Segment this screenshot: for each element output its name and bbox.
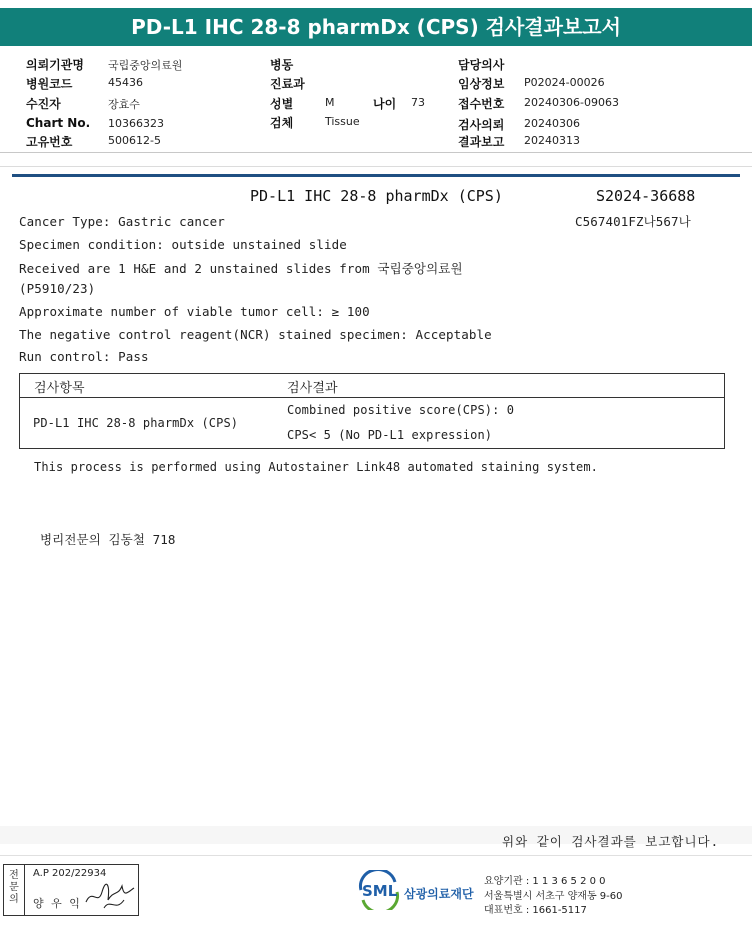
org-name: 삼광의료재단 — [404, 887, 474, 901]
header-divider-2 — [0, 166, 752, 167]
result-line: Specimen condition: outside unstained slide — [19, 237, 347, 252]
label-patient-name: 수진자 — [26, 97, 61, 111]
license-number: A.P 202/22934 — [33, 868, 107, 879]
result-line: The negative control reagent(NCR) stained specimen: Acceptable — [19, 327, 492, 342]
value-specimen: Tissue — [325, 115, 360, 128]
org-phone: 대표번호 : 1661-5117 — [484, 905, 587, 916]
label-sex: 성별 — [270, 97, 294, 111]
value-hospital-code: 45436 — [108, 76, 143, 89]
result-line: Run control: Pass — [19, 349, 149, 364]
signature-box-divider — [24, 864, 25, 916]
label-hospital-code: 병원코드 — [26, 77, 73, 91]
value-request-date: 20240306 — [524, 117, 580, 130]
label-receipt-no: 접수번호 — [458, 97, 505, 111]
label-chart-no: Chart No. — [26, 116, 91, 130]
result-table-header-divider — [19, 397, 725, 398]
label-clinical-info: 임상정보 — [458, 77, 505, 91]
label-age: 나이 — [373, 97, 397, 111]
value-sex: M — [325, 96, 335, 109]
value-chart-no: 10366323 — [108, 117, 164, 130]
org-address: 서울특별시 서초구 양재동 9-60 — [484, 891, 623, 902]
label-requesting-institution: 의뢰기관명 — [26, 58, 84, 72]
pathologist-line: 병리전문의 김동철 718 — [40, 532, 176, 547]
value-receipt-no: 20240306-09063 — [524, 96, 619, 109]
value-clinical-info: P02024-00026 — [524, 76, 605, 89]
closing-statement: 위와 같이 검사결과를 보고합니다. — [502, 834, 720, 849]
value-requesting-institution: 국립중앙의료원 — [108, 59, 183, 72]
value-age: 73 — [411, 96, 425, 109]
result-line: Received are 1 H&E and 2 unstained slides from 국립중앙의료원 — [19, 261, 463, 276]
label-department: 진료과 — [270, 77, 305, 91]
label-report-date: 결과보고 — [458, 135, 505, 149]
section-rule — [12, 174, 740, 177]
label-ward: 병동 — [270, 58, 294, 72]
table-cell-item: PD-L1 IHC 28-8 pharmDx (CPS) — [33, 416, 239, 430]
label-specimen: 검체 — [270, 116, 294, 130]
table-header-item: 검사항목 — [34, 381, 85, 396]
table-cell-result-2: CPS< 5 (No PD-L1 expression) — [287, 428, 493, 442]
result-line: (P5910/23) — [19, 281, 96, 296]
table-header-result: 검사결과 — [287, 381, 338, 396]
value-unique-no: 500612-5 — [108, 134, 161, 147]
label-request-date: 검사의뢰 — [458, 118, 505, 132]
process-note: This process is performed using Autostainer Link48 automated staining system. — [34, 460, 598, 474]
footer-divider-line — [0, 855, 752, 856]
result-line: Approximate number of viable tumor cell: ≥ 100 — [19, 304, 370, 319]
signer-name: 양 우 익 — [33, 897, 82, 910]
result-line: Cancer Type: Gastric cancer — [19, 214, 225, 229]
signature-scribble — [84, 878, 136, 914]
signature-box-label: 전문의 — [9, 870, 19, 905]
logo-text: SML — [362, 882, 398, 900]
value-patient-name: 장효수 — [108, 98, 140, 111]
org-code: 요양기관 : 1 1 3 6 5 2 0 0 — [484, 876, 606, 887]
header-divider — [0, 152, 752, 153]
value-report-date: 20240313 — [524, 134, 580, 147]
result-test-name: PD-L1 IHC 28-8 pharmDx (CPS) — [250, 187, 503, 205]
label-attending-doctor: 담당의사 — [458, 58, 505, 72]
table-cell-result-1: Combined positive score(CPS): 0 — [287, 403, 515, 417]
report-title: PD-L1 IHC 28-8 pharmDx (CPS) 검사결과보고서 — [131, 15, 621, 39]
label-unique-no: 고유번호 — [26, 135, 73, 149]
result-specimen-no: S2024-36688 — [596, 187, 696, 205]
result-block-no: C567401FZ나567나 — [575, 214, 691, 229]
